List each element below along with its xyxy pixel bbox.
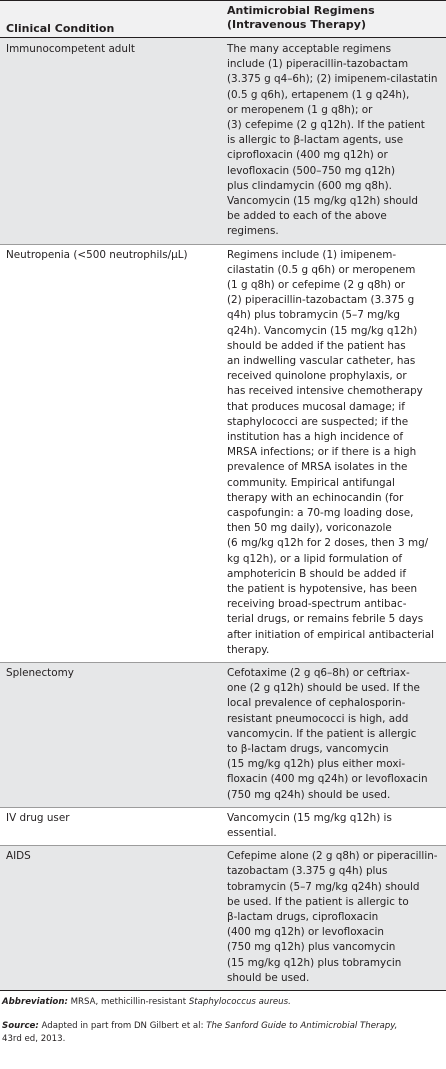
regimen-line: has received intensive chemotherapy bbox=[227, 385, 423, 398]
regimen-line: (750 mg q12h) plus vancomycin bbox=[227, 941, 396, 954]
source-italic: The Sanford Guide to Antimicrobial Therapy, bbox=[206, 1021, 398, 1031]
row-divider bbox=[0, 845, 446, 846]
regimen-line: (1 g q8h) or cefepime (2 g q8h) or bbox=[227, 279, 406, 291]
regimen-line: amphotericin B should be added if bbox=[227, 567, 406, 580]
table-row bbox=[0, 807, 446, 845]
regimen-line: The many acceptable regimens bbox=[227, 43, 391, 55]
regimen-line: to β-lactam drugs, vancomycin bbox=[227, 743, 389, 756]
table-row bbox=[0, 38, 446, 244]
regimen-line: that produces mucosal damage; if bbox=[227, 400, 405, 413]
regimen-line: institution has a high incidence of bbox=[227, 431, 404, 444]
regimen-line: resistant pneumococci is high, add bbox=[227, 712, 409, 725]
regimen-line: q24h). Vancomycin (15 mg/kg q12h) bbox=[227, 324, 418, 337]
regimen-line: therapy. bbox=[227, 643, 270, 656]
regimen-line: Cefepime alone (2 g q8h) or piperacillin- bbox=[227, 850, 438, 863]
regimen-line: MRSA infections; or if there is a high bbox=[227, 446, 417, 459]
regimen-cell bbox=[227, 42, 441, 240]
regimen-line: one (2 g q12h) should be used. If the bbox=[227, 682, 420, 695]
regimen-cell bbox=[227, 248, 441, 658]
abbreviation-italic: Staphylococcus aureus. bbox=[188, 997, 291, 1007]
abbreviation-note bbox=[2, 996, 444, 1009]
regimen-line: Vancomycin (15 mg/kg q12h) should bbox=[227, 195, 418, 208]
source-label: Source: bbox=[2, 1021, 39, 1031]
source-note bbox=[2, 1020, 444, 1046]
regimen-line: Vancomycin (15 mg/kg q12h) is bbox=[227, 811, 392, 824]
regimen-line: is allergic to β-lactam agents, use bbox=[227, 134, 404, 147]
regimen-line: Cefotaxime (2 g q6–8h) or ceftriax- bbox=[227, 667, 410, 679]
header-clinical-condition: Clinical Condition bbox=[6, 22, 115, 35]
regimen-line: Regimens include (1) imipenem- bbox=[227, 248, 397, 261]
regimen-line: then 50 mg daily), voriconazole bbox=[227, 522, 392, 535]
table-row bbox=[0, 244, 446, 662]
regimen-line: after initiation of empirical antibacterial bbox=[227, 628, 434, 641]
regimen-line: or meropenem (1 g q8h); or bbox=[227, 103, 373, 116]
regimen-line: floxacin (400 mg q24h) or levofloxacin bbox=[227, 773, 428, 786]
header-col2-line1: Antimicrobial Regimens bbox=[227, 4, 375, 17]
row-divider bbox=[0, 807, 446, 808]
regimen-line: kg q12h), or a lipid formulation of bbox=[227, 552, 403, 565]
row-divider bbox=[0, 244, 446, 245]
regimen-line: q4h) plus tobramycin (5–7 mg/kg bbox=[227, 309, 400, 322]
regimen-line: an indwelling vascular catheter, has bbox=[227, 355, 416, 368]
regimen-line: prevalence of MRSA isolates in the bbox=[227, 461, 408, 474]
regimen-line: should be added if the patient has bbox=[227, 339, 406, 352]
regimen-line: receiving broad-spectrum antibac- bbox=[227, 598, 407, 611]
clinical-condition-cell: IV drug user bbox=[6, 811, 70, 824]
clinical-condition-cell: Splenectomy bbox=[6, 667, 74, 679]
regimen-line: (15 mg/kg q12h) plus either moxi- bbox=[227, 758, 406, 771]
regimen-line: regimens. bbox=[227, 225, 279, 238]
regimen-line: cilastatin (0.5 g q6h) or meropenem bbox=[227, 263, 416, 276]
regimen-cell bbox=[227, 849, 441, 986]
source-edition: 43rd ed, 2013. bbox=[2, 1034, 66, 1044]
regimen-line: tobramycin (5–7 mg/kg q24h) should bbox=[227, 880, 420, 893]
regimen-line: (2) piperacillin-tazobactam (3.375 g bbox=[227, 294, 415, 307]
table-header bbox=[0, 0, 446, 38]
regimen-line: therapy with an echinocandin (for bbox=[227, 491, 404, 504]
regimen-line: staphylococci are suspected; if the bbox=[227, 415, 409, 428]
regimen-cell bbox=[227, 811, 441, 841]
clinical-condition-cell: AIDS bbox=[6, 850, 31, 863]
abbreviation-label: Abbreviation: bbox=[2, 997, 68, 1007]
regimen-line: vancomycin. If the patient is allergic bbox=[227, 727, 417, 740]
regimen-line: received quinolone prophylaxis, or bbox=[227, 370, 407, 383]
regimen-line: be added to each of the above bbox=[227, 210, 387, 223]
regimen-line: (400 mg q12h) or levofloxacin bbox=[227, 926, 384, 939]
regimen-line: plus clindamycin (600 mg q8h). bbox=[227, 179, 392, 192]
clinical-condition-cell: Immunocompetent adult bbox=[6, 43, 135, 55]
table-row bbox=[0, 662, 446, 807]
regimen-line: (6 mg/kg q12h for 2 doses, then 3 mg/ bbox=[227, 537, 429, 550]
abbreviation-text: MRSA, methicillin-resistant bbox=[67, 997, 189, 1007]
header-col2-line2: (Intravenous Therapy) bbox=[227, 18, 366, 31]
regimen-line: caspofungin: a 70-mg loading dose, bbox=[227, 507, 414, 520]
regimen-line: β-lactam drugs, ciprofloxacin bbox=[227, 911, 379, 923]
regimen-line: should be used. bbox=[227, 971, 310, 984]
regimen-line: ciprofloxacin (400 mg q12h) or bbox=[227, 149, 388, 162]
regimen-line: terial drugs, or remains febrile 5 days bbox=[227, 613, 424, 626]
table-bottom-rule bbox=[0, 990, 446, 991]
row-divider bbox=[0, 662, 446, 663]
regimen-line: (15 mg/kg q12h) plus tobramycin bbox=[227, 956, 402, 969]
regimen-line: community. Empirical antifungal bbox=[227, 476, 395, 489]
regimen-cell bbox=[227, 666, 441, 803]
regimen-line: (3.375 g q4–6h); (2) imipenem-cilastatin bbox=[227, 73, 438, 86]
regimen-line: include (1) piperacillin-tazobactam bbox=[227, 58, 409, 71]
regimen-line: levofloxacin (500–750 mg q12h) bbox=[227, 164, 396, 177]
regimen-line: the patient is hypotensive, has been bbox=[227, 583, 418, 596]
header-antimicrobial-regimens bbox=[227, 4, 442, 32]
regimen-line: be used. If the patient is allergic to bbox=[227, 895, 409, 908]
table-row bbox=[0, 845, 446, 990]
regimen-line: (0.5 g q6h), ertapenem (1 g q24h), bbox=[227, 88, 410, 101]
regimen-line: local prevalence of cephalosporin- bbox=[227, 697, 406, 710]
regimen-line: (750 mg q24h) should be used. bbox=[227, 788, 391, 801]
source-text: Adapted in part from DN Gilbert et al: bbox=[38, 1021, 207, 1031]
regimen-line: essential. bbox=[227, 827, 277, 839]
regimen-line: (3) cefepime (2 g q12h). If the patient bbox=[227, 119, 425, 132]
clinical-condition-cell: Neutropenia (<500 neutrophils/μL) bbox=[6, 248, 188, 261]
regimen-line: tazobactam (3.375 g q4h) plus bbox=[227, 865, 388, 878]
